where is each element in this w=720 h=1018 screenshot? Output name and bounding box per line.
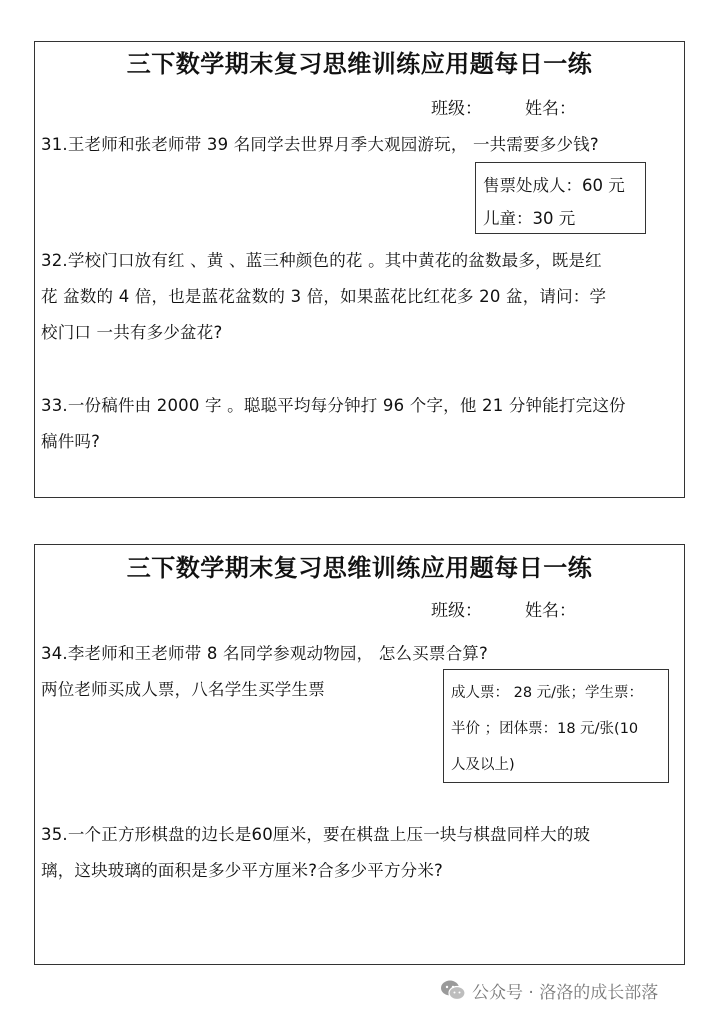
question-32-line-3: 校门口 一共有多少盆花? bbox=[41, 323, 223, 342]
name-label: 姓名： bbox=[525, 601, 576, 621]
worksheet-title: 三下数学期末复习思维训练应用题每日一练 bbox=[126, 554, 593, 582]
class-label: 班级： bbox=[431, 99, 482, 119]
question-33-line-1: 33.一份稿件由 2000 字 。聪聪平均每分钟打 96 个字，他 21 分钟能打完这份 bbox=[41, 396, 626, 415]
worksheet-card-2 bbox=[34, 544, 685, 965]
watermark bbox=[440, 977, 658, 1003]
question-34-note: 两位老师买成人票，八名学生买学生票 bbox=[41, 680, 325, 699]
watermark-text: 公众号 · 洛洛的成长部落 bbox=[472, 982, 659, 1003]
price-line-3: 人及以上) bbox=[451, 757, 515, 773]
child-price-text: 儿童：30 元 bbox=[483, 209, 576, 228]
class-label: 班级： bbox=[431, 601, 482, 621]
ticket-price-box bbox=[443, 669, 669, 783]
question-34: 34.李老师和王老师带 8 名同学参观动物园， 怎么买票合算? bbox=[41, 644, 488, 663]
question-32-line-1: 32.学校门口放有红 、黄 、蓝三种颜色的花 。其中黄花的盆数最多，既是红 bbox=[41, 251, 602, 270]
price-line-2: 半价 ；团体票：18 元/张(10 bbox=[451, 721, 639, 737]
worksheet-title: 三下数学期末复习思维训练应用题每日一练 bbox=[126, 50, 593, 78]
question-35-line-1: 35.一个正方形棋盘的边长是60厘米，要在棋盘上压一块与棋盘同样大的玻 bbox=[41, 825, 591, 844]
question-35-line-2: 璃，这块玻璃的面积是多少平方厘米?合多少平方分米? bbox=[41, 861, 444, 880]
worksheet-card-1 bbox=[34, 41, 685, 498]
name-label: 姓名： bbox=[525, 99, 576, 119]
wechat-icon bbox=[440, 979, 466, 1001]
adult-price-text: 售票处成人：60 元 bbox=[483, 176, 625, 195]
ticket-price-box bbox=[475, 162, 646, 234]
price-line-1: 成人票： 28 元/张；学生票： bbox=[451, 685, 644, 701]
question-32-line-2: 花 盆数的 4 倍，也是蓝花盆数的 3 倍，如果蓝花比红花多 20 盆，请问：学 bbox=[41, 287, 607, 306]
question-33-line-2: 稿件吗? bbox=[41, 432, 101, 451]
question-31: 31.王老师和张老师带 39 名同学去世界月季大观园游玩， 一共需要多少钱? bbox=[41, 135, 599, 154]
